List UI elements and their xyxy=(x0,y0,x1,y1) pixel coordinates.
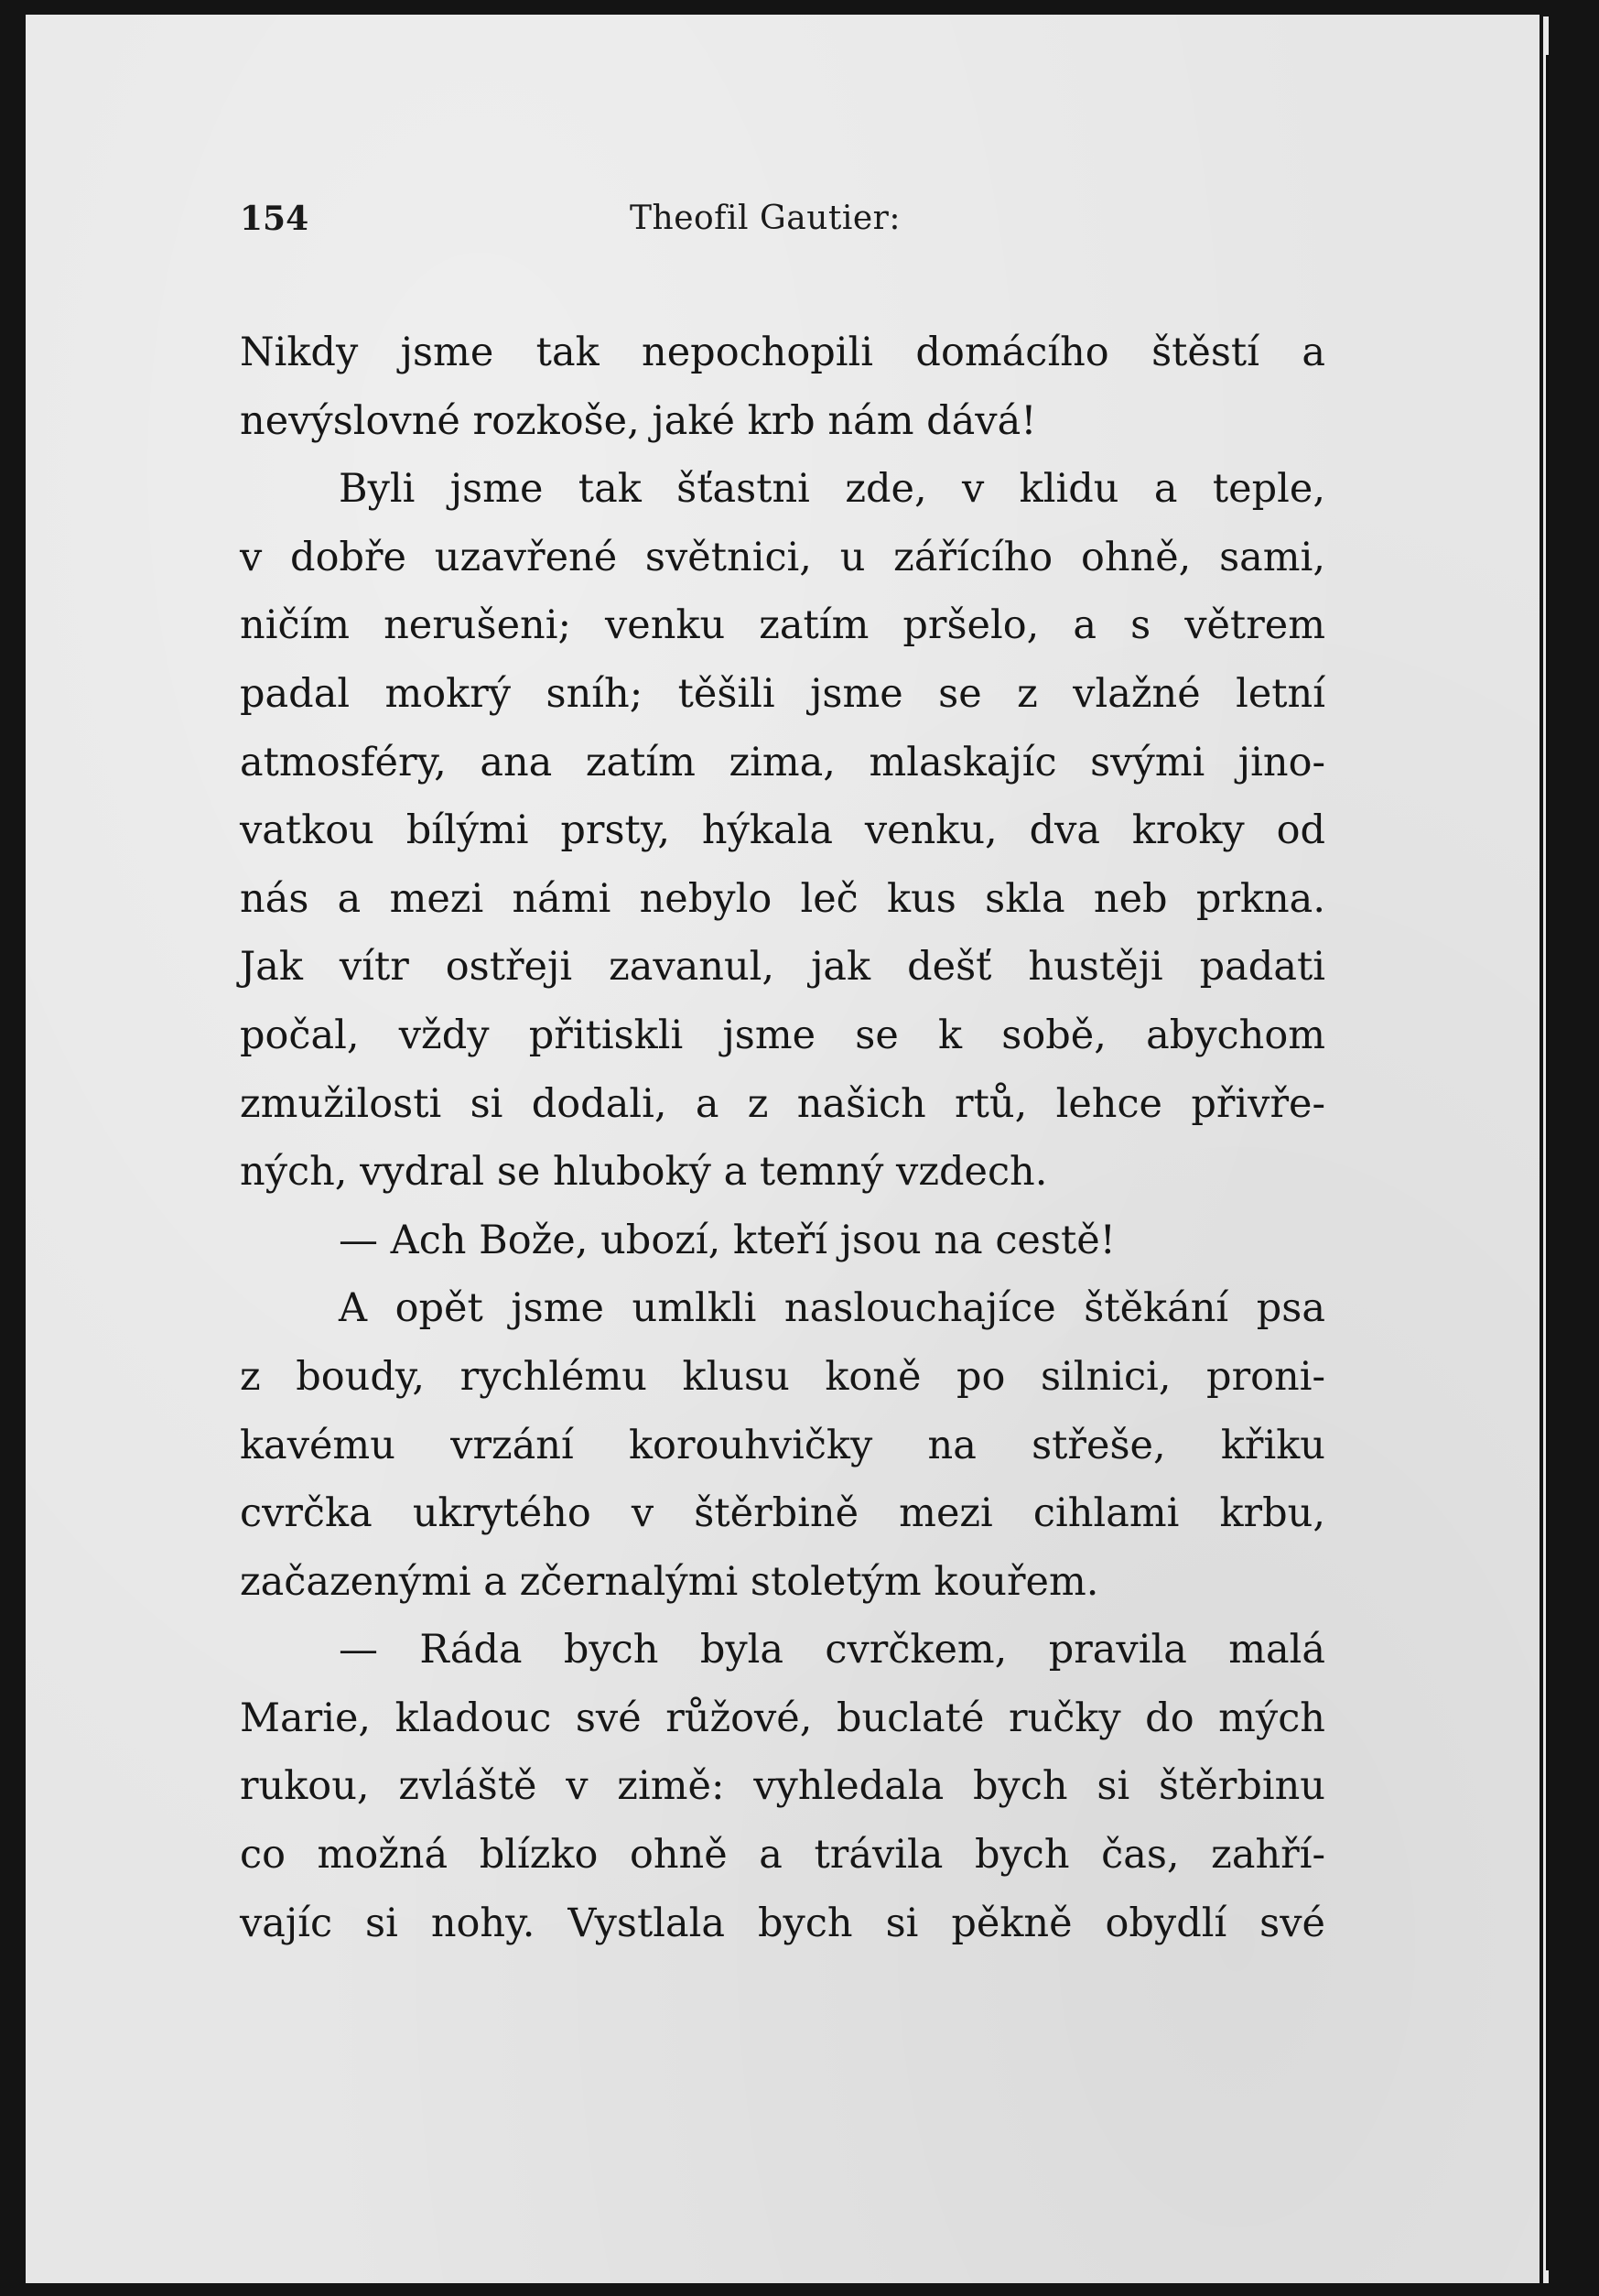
text-line: nevýslovné rozkoše, jaké krb nám dává! xyxy=(240,397,1037,444)
page-edge-rule xyxy=(1546,55,1549,2270)
text-line: co možná blízko ohně a trávila bych čas, zahří- xyxy=(240,1832,1325,1879)
text-line: Marie, kladouc své růžové, buclaté ručky do mých xyxy=(240,1695,1325,1741)
text-line: atmosféry, ana zatím zima, mlaskajíc svými jino- xyxy=(240,739,1325,785)
text-line: Jak vítr ostřeji zavanul, jak dešť hustěji padati xyxy=(240,944,1325,991)
text-line: rukou, zvláště v zimě: vyhledala bych si štěrbinu xyxy=(240,1763,1325,1810)
text-line: začazenými a zčernalými stoletým kouřem. xyxy=(240,1558,1099,1605)
running-head: Theofil Gautier: xyxy=(630,200,901,237)
text-line: v dobře uzavřené světnici, u zářícího ohně, sami, xyxy=(240,534,1325,580)
text-line: vatkou bílými prsty, hýkala venku, dva kroky od xyxy=(240,807,1325,854)
text-line: ných, vydral se hluboký a temný vzdech. xyxy=(240,1149,1048,1196)
text-line: počal, vždy přitiskli jsme se k sobě, abychom xyxy=(240,1012,1325,1058)
text-line: nás a mezi námi nebylo leč kus skla neb prkna. xyxy=(240,875,1325,922)
page-header xyxy=(240,200,972,255)
text-line: ničím nerušeni; venku zatím pršelo, a s větrem xyxy=(240,602,1325,649)
text-line: cvrčka ukrytého v štěrbině mezi cihlami krbu, xyxy=(240,1490,1325,1537)
text-line: zmužilosti si dodali, a z našich rtů, lehce přivře- xyxy=(240,1080,1325,1127)
text-line: Byli jsme tak šťastni zde, v klidu a teple, xyxy=(339,466,1325,513)
text-line: — Ráda bych byla cvrčkem, pravila malá xyxy=(339,1627,1325,1673)
text-line: vajíc si nohy. Vystlala bych si pěkně obydlí své xyxy=(240,1900,1325,1946)
text-line: kavému vrzání korouhvičky na střeše, křiku xyxy=(240,1422,1325,1468)
body-text xyxy=(240,319,1325,1957)
text-line: Nikdy jsme tak nepochopili domácího štěstí a xyxy=(240,330,1325,375)
text-line: — Ach Bože, ubozí, kteří jsou na cestě! xyxy=(339,1217,1116,1263)
text-line: padal mokrý sníh; těšili jsme se z vlažné letní xyxy=(240,670,1325,717)
text-line: A opět jsme umlkli naslouchajíce štěkání psa xyxy=(339,1285,1325,1332)
text-line: z boudy, rychlému klusu koně po silnici, proni- xyxy=(240,1353,1325,1400)
page-number: 154 xyxy=(240,200,309,238)
